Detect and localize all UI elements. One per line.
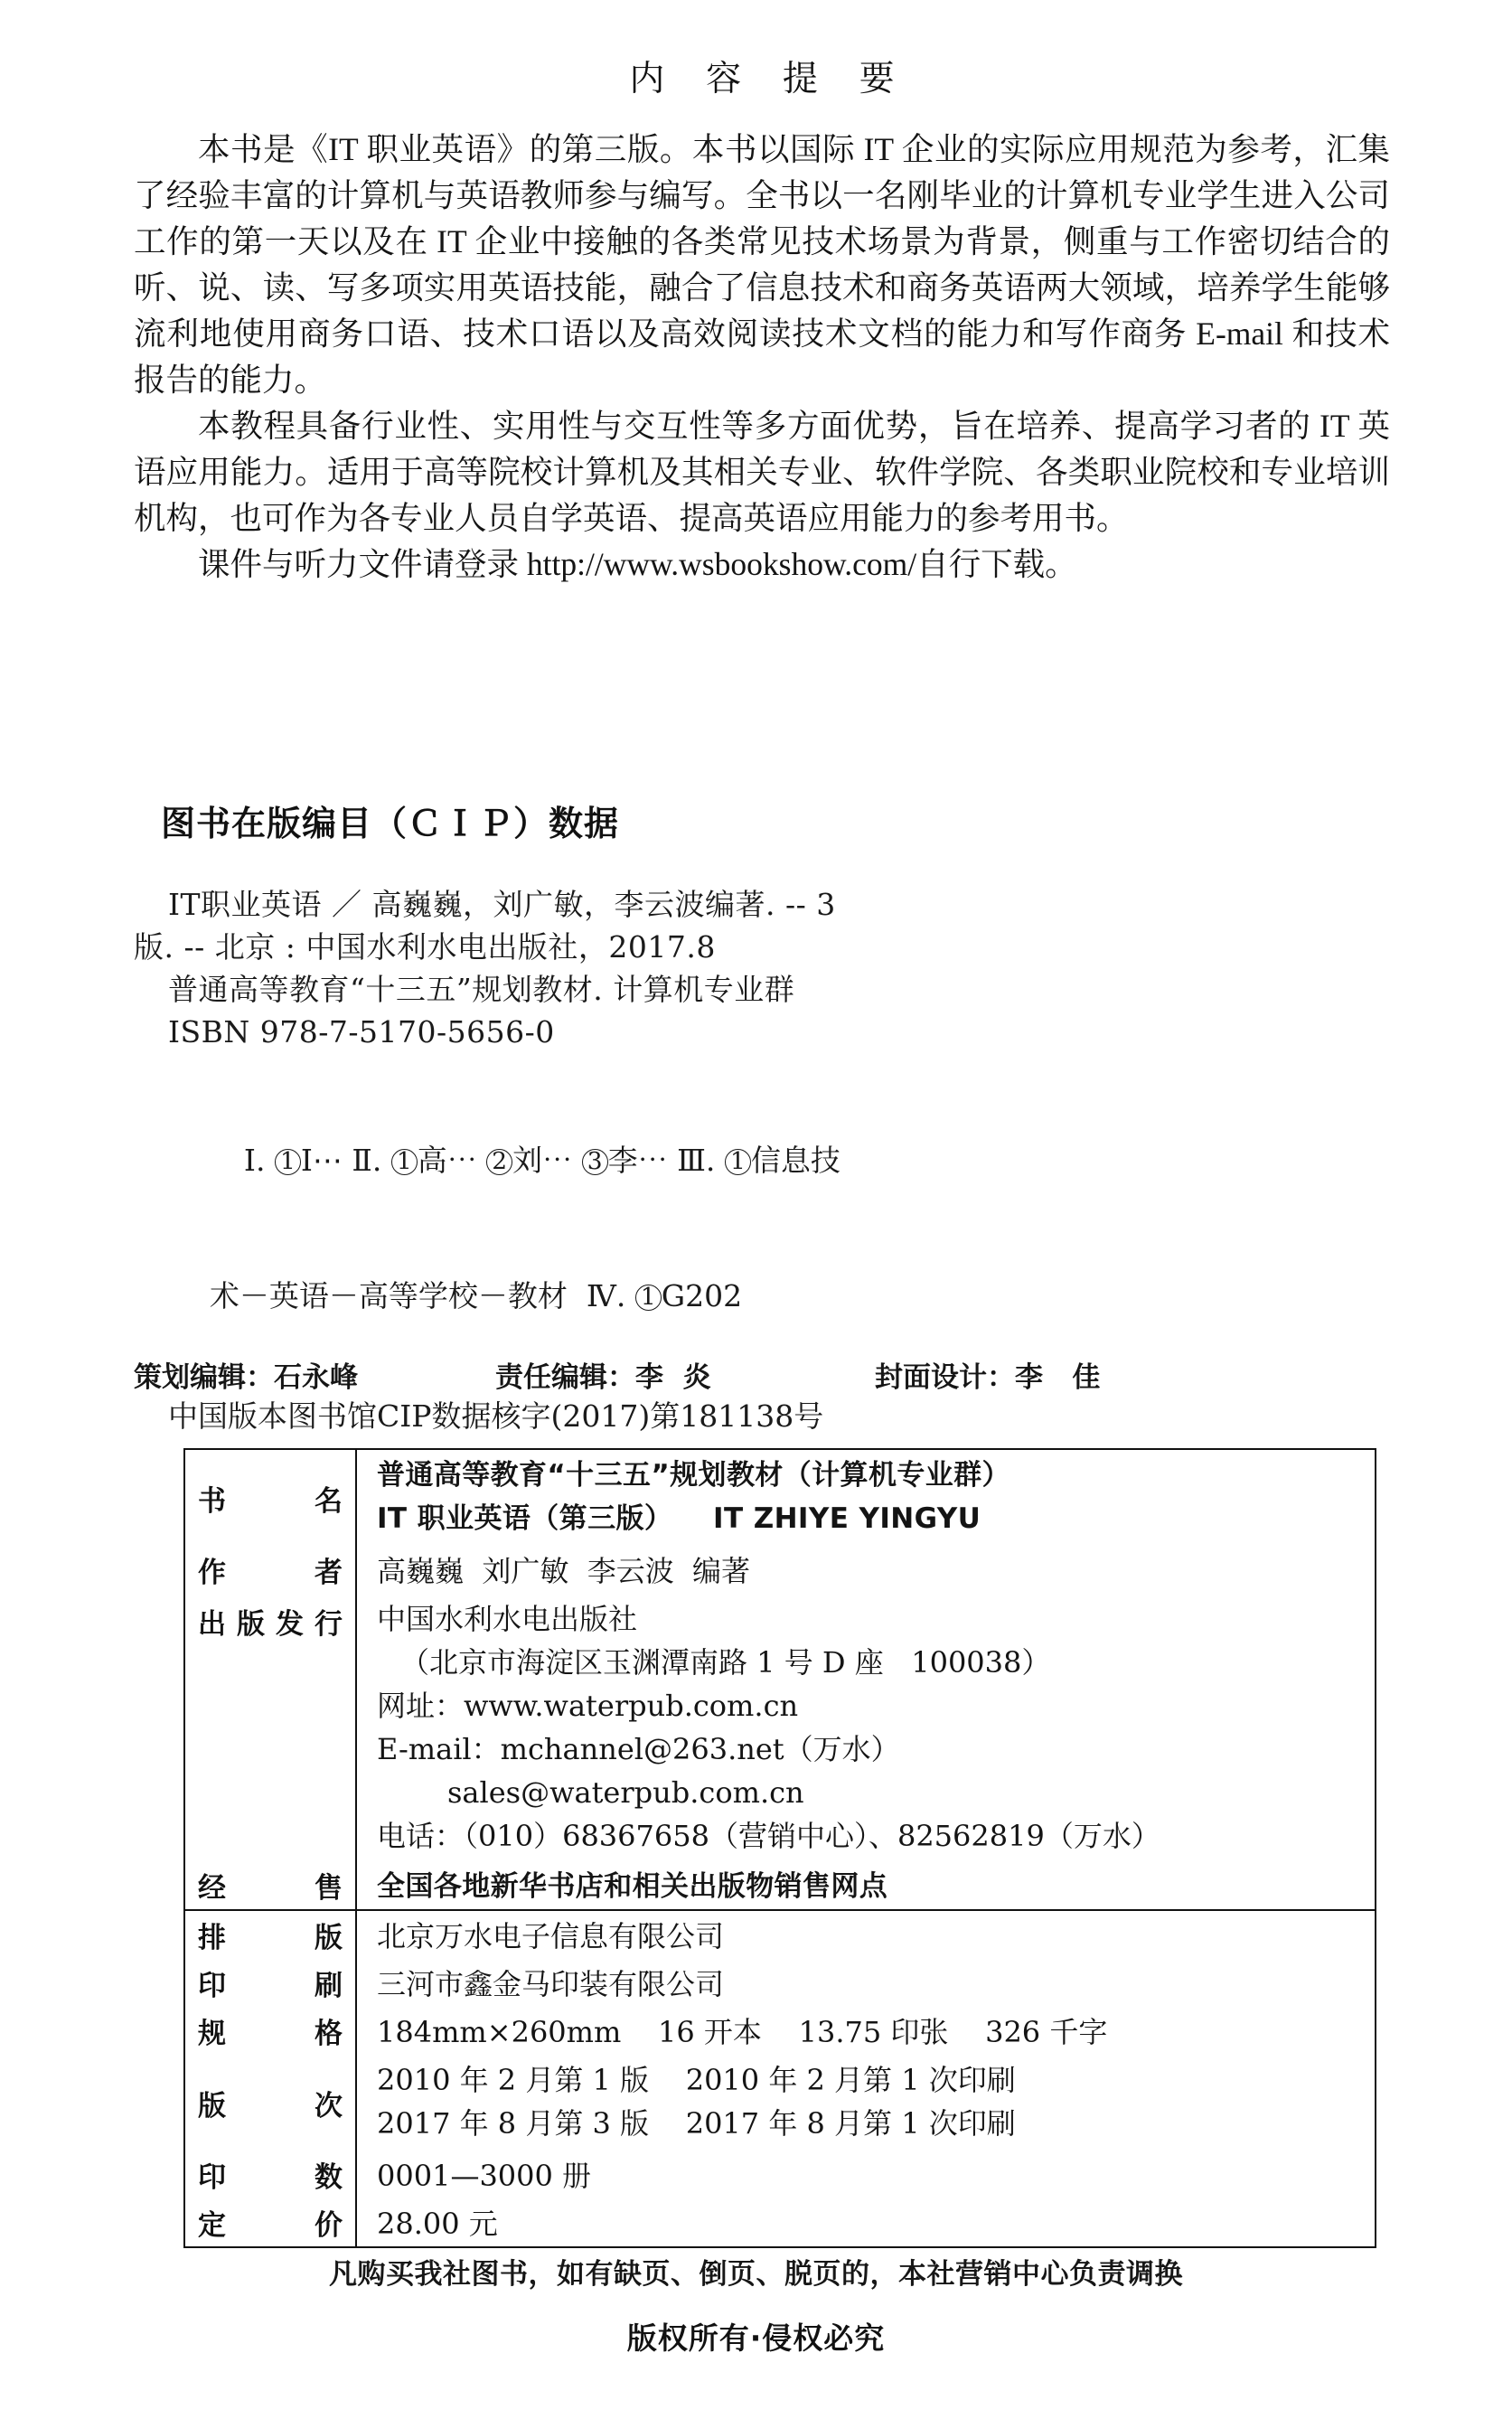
table-value-line: （北京市海淀区玉渊潭南路 1 号 D 座 100038）: [400, 1645, 1051, 1680]
cip-entry-line-4: ISBN 978-7-5170-5656-0: [168, 1014, 555, 1049]
summary-paragraph-2: 本教程具备行业性、实用性与交互性等多方面优势，旨在培养、提高学习者的 IT 英语应用能力。适用于高等院校计算机及其相关专业、软件学院、各类职业院校和专业培训机构，也可作为各专业人员自学英语、提高英语应用能力的参考用书。: [134, 408, 1390, 536]
cip-class-term-0: I⋯: [300, 1143, 352, 1178]
table-row-label-text: 出版发行: [198, 1608, 343, 1641]
table-row-value: [357, 1546, 1375, 1594]
summary-paragraph-3: 课件与听力文件请登录 http://www.wsbookshow.com/自行下载。: [198, 546, 1077, 582]
table-value-line: 2017 年 8 月第 3 版 2017 年 8 月第 1 次印刷: [377, 2106, 1016, 2141]
table-value-line: sales@waterpub.com.cn: [447, 1775, 804, 1810]
table-row-label: [185, 1911, 357, 1959]
table-value-line: 普通高等教育“十三五”规划教材（计算机专业群）: [377, 1459, 1010, 1492]
table-row-label: [185, 2151, 357, 2198]
cip-classification-line-2: [134, 1228, 1390, 1364]
table-value-line: E-mail：mchannel@263.net（万水）: [377, 1732, 900, 1766]
table-row-value: [357, 1594, 1375, 1861]
table-row-label: [185, 1546, 357, 1594]
table-row-value: [357, 1450, 1375, 1546]
table-row-value: [357, 1861, 1375, 1909]
table-row: [185, 1911, 1375, 1959]
table-row: [185, 2055, 1375, 2151]
copyright-notice: 版权所有·侵权必究: [626, 2320, 886, 2356]
table-value-line: 电话：（010）68367658（营销中心）、82562819（万水）: [377, 1819, 1160, 1853]
table-row: [185, 1959, 1375, 2007]
table-row-label: [185, 1861, 357, 1909]
table-value-line: 2010 年 2 月第 1 版 2010 年 2 月第 1 次印刷: [377, 2063, 1016, 2097]
cip-section: [134, 795, 1390, 1438]
cip-class-roman-5: Ⅲ.: [677, 1143, 725, 1178]
planning-editor-credit: 策划编辑：石永峰: [134, 1361, 358, 1394]
table-row-label-text: 版次: [198, 2089, 343, 2123]
table-row-label-text: 印刷: [198, 1970, 343, 2002]
table-row: [185, 2007, 1375, 2055]
table-row-label-text: 规格: [198, 2018, 343, 2050]
cip-entry-line-2: 版. -- 北京 : 中国水利水电出版社，2017.8: [134, 929, 716, 965]
cip-class-term-2: 高⋯: [417, 1143, 487, 1178]
circled-number-icon: 1: [635, 1285, 662, 1311]
table-value-line: 高巍巍 刘广敏 李云波 编著: [377, 1554, 751, 1588]
circled-number-icon: 1: [391, 1149, 418, 1175]
cip-class-prefix: Ⅰ.: [243, 1143, 275, 1178]
table-row-value: [357, 2151, 1375, 2198]
cip-class-roman-1: Ⅱ.: [352, 1143, 391, 1178]
table-value-line: 28.00 元: [377, 2207, 498, 2241]
cover-designer-credit: 封面设计：李 佳: [875, 1361, 1101, 1394]
summary-heading: 内 容 提 要: [629, 60, 911, 99]
cip-entry-line-3: 普通高等教育“十三五”规划教材. 计算机专业群: [168, 972, 795, 1007]
table-row-value: [357, 2007, 1375, 2055]
cip-class-term-3: 刘⋯: [512, 1143, 582, 1178]
table-value-line: 184mm×260mm 16 开本 13.75 印张 326 千字: [377, 2015, 1108, 2049]
table-value-line: 中国水利水电出版社: [377, 1602, 638, 1636]
table-row-label-text: 作者: [198, 1557, 343, 1589]
cip-classification-line-1: [134, 1093, 1390, 1228]
table-row-value: [357, 1959, 1375, 2007]
table-row-label: [185, 2007, 357, 2055]
cip-classification-block: [134, 1093, 1390, 1364]
table-row-label-text: 排版: [198, 1922, 343, 1954]
cip-class-term-4: 李⋯: [607, 1143, 678, 1178]
table-group-1: [185, 1450, 1375, 1909]
table-group-2: [185, 1909, 1375, 2246]
table-value-line: 北京万水电子信息有限公司: [377, 1919, 725, 1953]
cip-entry-line-1: IT职业英语 ／ 高巍巍，刘广敏，李云波编著. -- 3: [168, 887, 836, 922]
table-row: [185, 1546, 1375, 1594]
table-row-value: [357, 2198, 1375, 2246]
table-row-value: [357, 2055, 1375, 2151]
cip-class-parts: [275, 1143, 850, 1178]
circled-number-icon: 2: [486, 1149, 512, 1175]
responsible-editor-credit: 责任编辑：李 炎: [495, 1361, 711, 1394]
cip-spacer: [134, 1053, 1390, 1084]
table-row-label: [185, 1594, 357, 1861]
cip-class-line2-prefix: 术－英语－高等学校－教材 Ⅳ.: [209, 1278, 635, 1313]
table-row-label-text: 定价: [198, 2209, 343, 2242]
exchange-notice: 凡购买我社图书，如有缺页、倒页、脱页的，本社营销中心负责调换: [329, 2258, 1183, 2291]
summary-body: [134, 127, 1390, 588]
table-row: [185, 1450, 1375, 1546]
table-row: [185, 1594, 1375, 1861]
circled-number-icon: 3: [582, 1149, 608, 1175]
table-row-label-text: 印数: [198, 2161, 343, 2194]
page-footer: [0, 2251, 1512, 2358]
editor-credits-row: [134, 1354, 1390, 1395]
table-value-line: 网址：www.waterpub.com.cn: [377, 1689, 799, 1723]
cip-class-line2-suffix: G202: [661, 1278, 743, 1313]
table-value-line: 全国各地新华书店和相关出版物销售网点: [377, 1870, 888, 1903]
cip-class-term-6: 信息技: [750, 1143, 850, 1178]
table-row-label-text: 书名: [198, 1484, 343, 1518]
publication-info-table: [183, 1448, 1376, 2248]
table-row: [185, 2151, 1375, 2198]
table-value-line: 三河市鑫金马印装有限公司: [377, 1967, 725, 2001]
cip-title: 图书在版编目（ＣＩＰ）数据: [161, 804, 620, 843]
cip-verify-line: 中国版本图书馆CIP数据核字(2017)第181138号: [168, 1398, 824, 1434]
table-row-label: [185, 1450, 357, 1546]
table-row-value: [357, 1911, 1375, 1959]
table-row: [185, 1861, 1375, 1909]
table-value-line: 0001—3000 册: [377, 2159, 592, 2193]
cip-entry-block: [134, 883, 1390, 1053]
table-row-label-text: 经售: [198, 1872, 343, 1905]
table-row-label: [185, 2055, 357, 2151]
circled-number-icon: 1: [275, 1149, 301, 1175]
circled-number-icon: 1: [725, 1149, 751, 1175]
table-value-line: IT 职业英语（第三版） IT ZHIYE YINGYU: [377, 1502, 981, 1535]
content-summary-section: [134, 51, 1390, 588]
summary-paragraph-1: 本书是《IT 职业英语》的第三版。本书以国际 IT 企业的实际应用规范为参考，汇集了经验丰富的计算机与英语教师参与编写。全书以一名刚毕业的计算机专业学生进入公司工作的第一天以及在 IT 企业中接触的各类常见技术场景为背景，侧重与工作密切结合的听、说、读、写多项实用英语技能，融合了信息技术和商务英语两大领域，培养学生能够流利地使用商务口语、技术口语以及高效阅读技术文档的能力和写作商务 E-mail 和技术报告的能力。: [134, 131, 1390, 398]
table-row-label: [185, 1959, 357, 2007]
table-row: [185, 2198, 1375, 2246]
table-row-label: [185, 2198, 357, 2246]
